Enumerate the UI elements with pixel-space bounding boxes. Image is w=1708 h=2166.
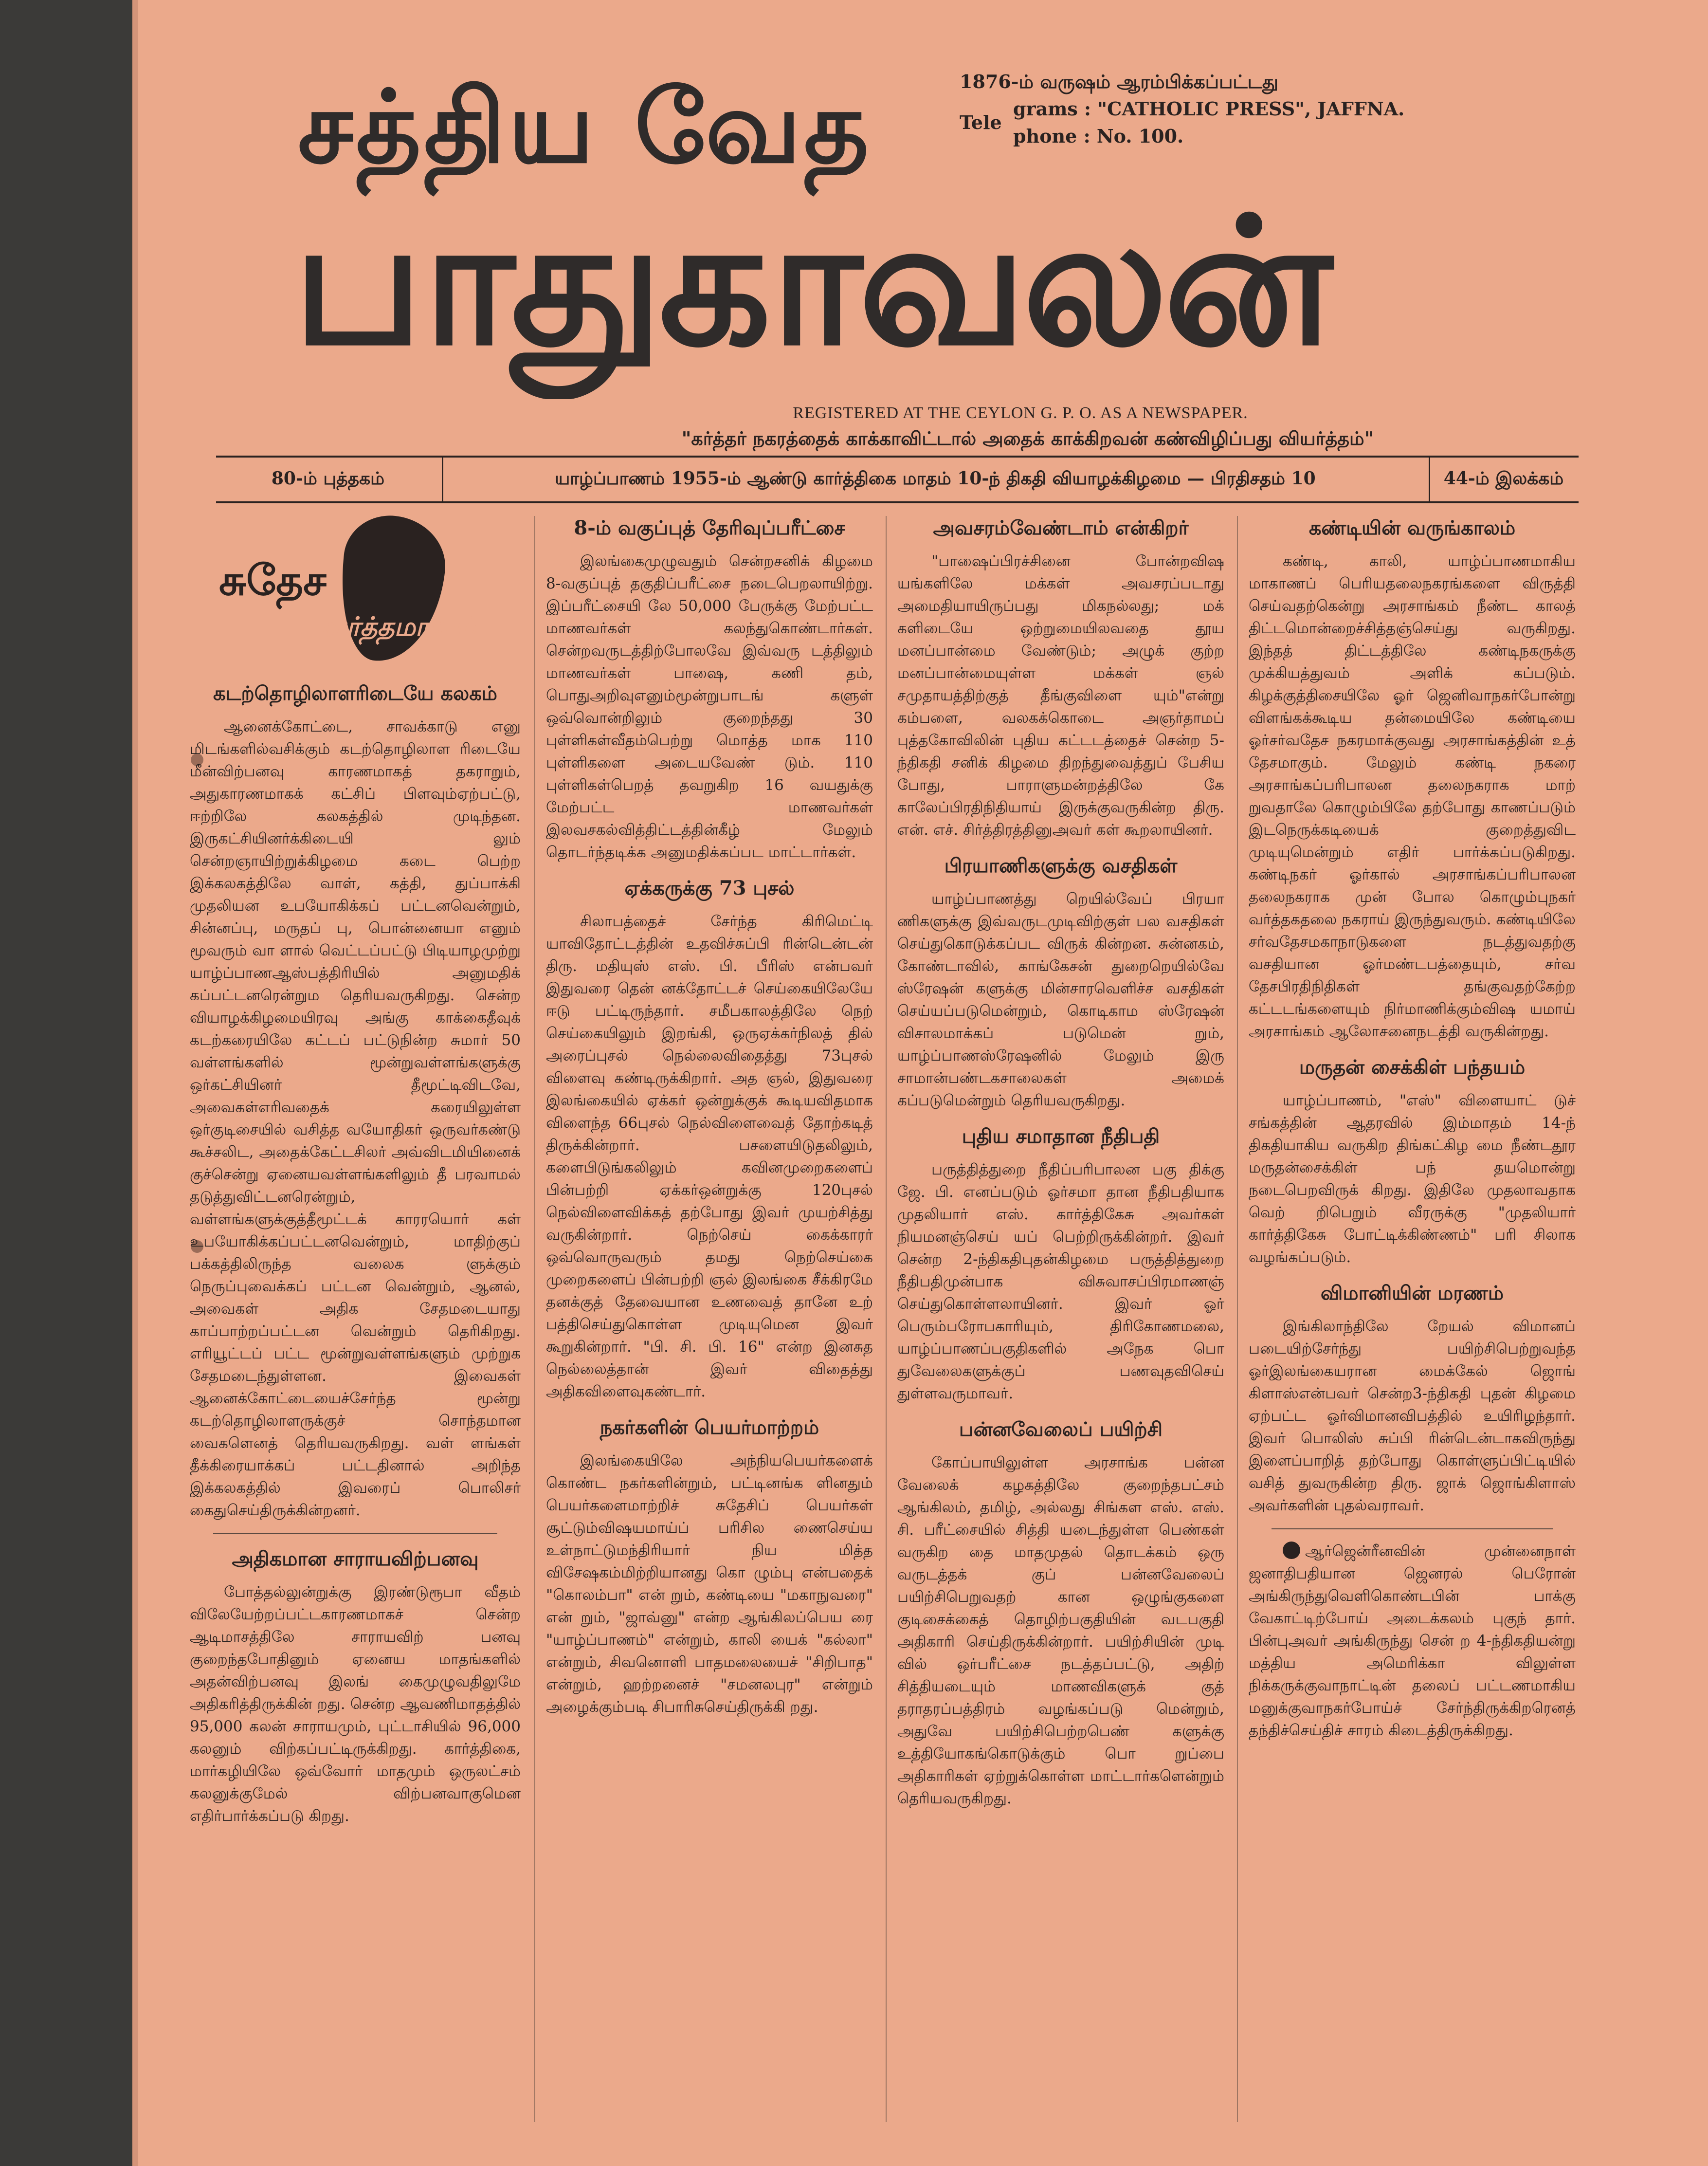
column-rule [534, 516, 535, 2122]
rule-bottom [216, 501, 1579, 503]
founded-line: 1876-ம் வருஷம் ஆரம்பிக்கப்பட்டது [960, 71, 1278, 92]
article-divider [1272, 1528, 1553, 1529]
headline-weaving-training: பன்னவேலைப் பயிற்சி [959, 1418, 1163, 1441]
volume-number: 80-ம் புத்தகம் [271, 468, 385, 489]
headline-marathon-cycle-race: மருதன் சைக்கிள் பந்தயம் [1299, 1056, 1526, 1079]
headline-grade8-exam: 8-ம் வகுப்புத் தேரிவுப்பரீட்சை [574, 516, 845, 539]
column-4 [1249, 516, 1576, 1744]
headline-town-renaming: நகர்களின் பெயர்மாற்றம் [600, 1416, 819, 1439]
headline-arrack-sales: அதிகமான சாராயவிற்பனவு [232, 1547, 479, 1570]
dateline-divider [442, 458, 443, 501]
logo-text-1: சுதேச [219, 556, 327, 605]
telephone-line: phone : No. 100. [1013, 125, 1184, 147]
article-new-jp: பருத்தித்துறை நீதிப்பரிபாலன பகு திக்கு ஜே. பி. எனப்படும் ஓர்சமா தான நீதிபதியாக முதலியார் எஸ். கார்த்திகேசு அவர்கள் நியமனஞ்செய் யப் பெற்றிருக்கின்றர். இவர் சென்ற 2-ந்திகதிபுதன்கிழமை பருத்தித்துறை நீதிபதிமுன்பாக விசுவாசப்பிரமாணஞ் செய்துகொள்ளலாயினர். இவர் ஓர் பெரும்பரோபகாரியும், திரிகோணமலை, யாழ்ப்பாணப்பகுதிகளில் அநேக பொ துவேலைகளுக்குப் பணவுதவிசெய் துள்ளவருமாவர். [897, 1161, 1224, 1402]
headline-paddy-yield: ஏக்கருக்கு 73 புசல் [624, 877, 795, 899]
headline-kandy-future: கண்டியின் வருங்காலம் [1308, 516, 1516, 539]
masthead-title-line2: பாதுகாவலன் [293, 195, 1330, 384]
article-town-renaming: இலங்கையிலே அந்நியபெயர்களைக் கொண்ட நகர்களின்றும், பட்டினங்க ளினதும் பெயர்களைமாற்றிச் சுதேசிப் பெயர்கள் சூட்டும்விஷயமாய்ப் பரிசில ணைசெய்ய உள்நாட்டுமந்திரியார் நிய மித்த விசேஷகம்மிற்றியானது கொ ழும்பு என்பதைக் "கொலம்பா" என் றும், கண்டியை "மகாநுவரை" என் றும், "ஜாவ்னு" என்ற ஆங்கிலப்பெய ரை "யாழ்ப்பாணம்" என்றும், காலி யைக் "கல்லா" என்றும், சிவனொளி பாதமலையைச் "சிறிபாத" என்றும், ஹற்றனைச் "சமனலபுர" என்றும் அழைக்கும்படி சிபாரிசுசெய்திருக்கி றது. [546, 1452, 873, 1716]
headline-passenger-facilities: பிரயாணிகளுக்கு வசதிகள் [944, 854, 1178, 877]
page-edge [132, 0, 138, 2166]
tele-label: Tele [960, 111, 1002, 133]
article-weaving-training: கோப்பாயிலுள்ள அரசாங்க பன்ன வேலைக் கழகத்திலே குறைந்தபட்சம் ஆங்கிலம், தமிழ், அல்லது சிங்கள எஸ். எஸ். சி. பரீட்சையில் சித்தி யடைந்துள்ள பெண்கள் வருகிற தை மாதமுதல் தொடக்கம் ஒரு வருடத்தக் குப் பன்னவேலைப் பயிற்சிபெறுவதற் கான ஒழுங்குகளை குடிசைக்கைத் தொழிற்பகுதியின் வடபகுதி அதிகாரி செய்திருக்கின்றார். பயிற்சியின் முடி வில் ஒர்பரீட்சை நடத்தப்பட்டு, அதிற் சித்தியடையும் மாணவிகளுக் குத் தராதரப்பத்திரம் வழங்கப்படு மென்றும், அதுவே பயிற்சிபெற்றபெண் களுக்கு உத்தியோகங்கொடுக்கும் பொ றுப்பை அதிகாரிகள் ஏற்றுக்கொள்ள மாட்டார்களென்றும் தெரியவருகிறது. [897, 1454, 1224, 1807]
motto: "கர்த்தர் நகரத்தைக் காக்காவிட்டால் அதைக் காக்கிறவன் கண்விழிப்பது வியர்த்தம்" [681, 427, 1374, 449]
article-marathon-cycle-race: யாழ்ப்பாணம், "எஸ்" விளையாட் டுச் சங்கத்தின் ஆதரவில் இம்மாதம் 14-ந் திகதியாகிய வருகிற திங்கட்கிழ மை நீண்டதூர மருதன்சைக்கிள் பந் தயமொன்று நடைபெறவிருக் கிறது. இதிலே முதலாவதாக வெற் றிபெறும் வீரருக்கு "முதலியார் கார்த்திகேசு போட்டிக்கிண்ணம்" பரி சிலாக வழங்கப்படும். [1249, 1092, 1576, 1266]
sri-lanka-map-icon [333, 511, 450, 667]
headline-fishermen-riot: கடற்தொழிலாளரிடையே கலகம் [213, 682, 497, 705]
telecom-block [960, 95, 1524, 150]
article-grade8-exam: இலங்கைமுழுவதும் சென்றசனிக் கிழமை 8-வகுப்புத் தகுதிப்பரீட்சை நடைபெறலாயிற்று. இப்பரீட்சையி லே 50,000 பேருக்கு மேற்பட்ட மாணவர்கள் கலந்துகொண்டார்கள். சென்றவருடத்திற்போலவே இவ்வரு டத்திலும் மாணவர்கள் பாஷை, கணி தம், பொதுஅறிவுஎனும்மூன்றுபாடங் களுள் ஒவ்வொன்றிலும் குறைந்தது 30 புள்ளிகள்வீதம்பெற்று மொத்த மாக 110 புள்ளிகளை அடையவேண் டும். 110 புள்ளிகள்பெறத் தவறுகிற 16 வயதுக்கு மேற்பட்ட மாணவர்கள் இலவசகல்வித்திட்டத்தின்கீழ் மேலும் தொடர்ந்தடிக்க அனுமதிக்கப்பட மாட்டார்கள். [546, 552, 873, 861]
dateline-divider [1429, 458, 1430, 501]
publisher-info [960, 68, 1524, 150]
article-pilot-death: இங்கிலாந்திலே றேயல் விமானப் படையிற்சேர்ந்து பயிற்சிபெற்றுவந்த ஓர்இலங்கையரான மைக்கேல் ஜொங் கிளாஸ்என்பவர் சென்ற3-ந்திகதி புதன் கிழமை ஏற்பட்ட ஓர்விமானவிபத்தில் உயிரிழந்தார். இவர் பொலிஸ் சுப்பி ரின்டென்டாகவிருந்து இளைப்பாறித் தற்போது கொள்ளுப்பிட்டியில் வசித் துவருகின்ற திரு. ஜாக் ஜொங்கிளாஸ் அவர்களின் புதல்வராவர். [1249, 1318, 1576, 1514]
telegram-line: grams : "CATHOLIC PRESS", JAFFNA. [1013, 98, 1405, 120]
headline-no-hurry: அவசரம்வேண்டாம் என்கிறர் [933, 516, 1189, 539]
article-no-hurry: "பாஷைப்பிரச்சினை போன்றவிஷ யங்களிலே மக்கள் அவசரப்படாது அமைதியாயிருப்பது மிகநல்லது; மக் களிடையே ஒற்றுமையிலவதை தூய மனப்பான்மை வேண்டும்; அழுக் குற்ற மனப்பான்மையுள்ள மக்கள் ஞல் சமுதாயத்திற்குத் தீங்குவிளை யும்"என்று கம்பளை, வலகக்கொடை அஞர்தாமப் புத்தகோவிலின் புதிய கட்டடத்தைச் சென்ற 5-ந்திகதி சனிக் கிழமை திறந்துவைத்துப் பேசிய போது, பாராளுமன்றத்திலே கே காலேப்பிரதிநிதியாய் இருக்குவருகின்ற திரு. என். எச். சிர்த்திரத்தினுஅவர் கள் கூறலாயினர். [897, 552, 1224, 839]
bullet-icon [1283, 1542, 1300, 1559]
article-arrack-sales: போத்தல்லுன்றுக்கு இரண்டுரூபா வீதம் விலேயேற்றப்பட்டகாரணமாகச் சென்ற ஆடிமாசத்திலே சாராயவிற் பனவு குறைந்தபோதினும் ஏனைய மாதங்களில் அதன்விற்பனவு இலங் கைமுழுவதிலுமே அதிகரித்திருக்கின் றது. சென்ற ஆவணிமாதத்தில் 95,000 கலன் சாராயமும், புட்டாசியில் 96,000 கலனும் விற்கப்பட்டிருக்கிறது. கார்த்திகை, மார்கழியிலே ஒவ்வோர் மாதமும் ஒருலட்சம் கலனுக்குமேல் விற்பனவாகுமென எதிர்பார்க்கப்படு கிறது. [190, 1583, 521, 1825]
issue-number: 44-ம் இலக்கம் [1443, 468, 1564, 489]
masthead-title-line1: சத்திய வேத [298, 70, 872, 185]
section-logo [219, 516, 491, 662]
article-kandy-future: கண்டி, காலி, யாழ்ப்பாணமாகிய மாகாணப் பெரியதலைநகரங்களை விருத்தி செய்வதற்கென்று அரசாங்கம் நீண்ட காலத் திட்டமொன்றைச்சித்தஞ்செய்து வருகிறது. இந்தத் திட்டத்திலே கண்டிநகருக்கு முக்கியத்துவம் அளிக் கப்படும். கிழக்குத்திசையிலே ஓர் ஜெனிவாநகர்போன்று விளங்கக்கூடிய தன்மையிலே கண்டியை ஓர்சர்வதேச நகரமாக்குவது அரசாங்கத்தின் உத் தேசமாகும். மேலும் கண்டி நகரை அரசாங்கப்பரிபாலன தலைநகராக மாற் றுவதாலே கொழும்பிலே தற்போது காணப்படும் இடநெருக்கடியைக் குறைத்துவிட முடியுமென்றும் எதிர் பார்க்கப்படுகிறது. கண்டிநகர் ஓர்கால் அரசாங்கப்பரிபாலன தலைநகராக முன் போல கொழும்புநகர் வர்த்தகதலை நகராய் இருந்துவரும். கண்டியிலே சர்வதேசமகாநாடுகளை நடத்துவதற்கு வசதியான ஓர்மண்டபத்தையும், சர்வ தேசபிரதிநிதிகள் தங்குவதற்கேற்ற கட்டடங்களையும் நிர்மாணிக்கும்விஷ யமாய் அரசாங்கம் ஆலோசனைநடத்தி வருகின்றது. [1249, 552, 1576, 1040]
headline-pilot-death: விமானியின் மரணம் [1320, 1282, 1504, 1304]
issue-date: யாழ்ப்பாணம் 1955-ம் ஆண்டு கார்த்திகை மாதம் 10-ந் திகதி வியாழக்கிழமை — பிரதிசதம் 10 [555, 468, 1316, 489]
article-fishermen-riot: ஆனைக்கோட்டை, சாவக்காடு எனு மிடங்களில்வசிக்கும் கடற்தொழிலாள ரிடையே மீன்விற்பனவு காரணமாகத் தகராறும், அதுகாரணமாகக் கட்சிப் பிளவும்ஏற்பட்டு, ஈற்றிலே கலகத்தில் முடிந்தன. இருகட்சியினர்க்கிடையி லும் சென்றஞாயிற்றுக்கிழமை கடை பெற்ற இக்கலகத்திலே வாள், கத்தி, துப்பாக்கி முதலியன உபயோகிக்கப் பட்டனவென்றும், சின்னப்பு, மருதப் பு, பொன்னையா எனும் மூவரும் வா ளால் வெட்டப்பட்டு பிடியாழமுற்று யாழ்ப்பாணஆஸ்பத்திரியில் அனுமதிக் கப்பட்டனரென்றும தெரியவருகிறது. சென்ற வியாழக்கிழமையிரவு அங்கு காக்கைதீவுக் கடற்கரையிலே கட்டப் பட்டுநின்ற சுமார் 50 வள்ளங்களில் மூன்றுவள்ளங்களுக்கு ஒர்கட்சியினர் தீமூட்டிவிடவே, அவைகள்எரிவதைக் கரையிலுள்ள ஒர்குடிசையில் வசித்த வயோதிகர் ஒருவர்கண்டு கூச்சலிட, அதைக்கேட்டசிலர் அவ்விடமியினைக் குச்சென்று ஏனையவள்ளங்களிலும் தீ பரவாமல் தடுத்துவிட்டனரென்றும், வள்ளங்களுக்குத்தீமூட்டக் காரரயொர் கள் உபயோகிக்கப்பட்டனவென்றும், மாதிற்குப் பக்கத்திலிருந்த வலைக ளுக்கும் நெருப்புவைக்கப் பட்டன வென்றும், ஆனல், அவைகள் அதிக சேதமடையாது காப்பாற்றப்பட்டன வென்றும் தெரிகிறது. எரியூட்டப் பட்ட மூன்றுவள்ளங்களும் முற்றுக சேதமடைந்துள்ளன. இவைகள் ஆனைக்கோட்டையைச்சேர்ந்த மூன்று கடற்தொழிலாளருக்குச் சொந்தமான வைகளெனத் தெரியவருகிறது. வள் ளங்கள் தீக்கிரையாக்கப் பட்டதினால் அறிந்த இக்கலகத்தில் இவரைப் பொலிசர் கைதுசெய்திருக்கின்றனர். [190, 718, 521, 1519]
column-3 [897, 516, 1224, 1813]
article-paddy-yield: சிலாபத்தைச் சேர்ந்த கிரிமெட்டி யாவிதோட்டத்தின் உதவிச்சுப்பி ரின்டென்டன் திரு. மதியுஸ் எஸ். பி. பீரிஸ் என்பவர் இதுவரை தென் னக்தோட்டச் செய்கையிலேயே ஈடு பட்டிருந்தார். சமீபகாலத்திலே நெற் செய்கையிலும் இறங்கி, ஒருஏக்கர்நிலத் தில் அரைப்புசல் நெல்லைவிதைத்து 73புசல் விளைவு கண்டிருக்கிறார். அத ஞல், இதுவரை இலங்கையில் ஏக்கர் ஒன்றுக்குக் கூடியவிதமாக விளைந்த 66புசல் நெல்விளைவைத் தோற்கடித் திருக்கின்றார். பசளையிடுதலிலும், களைபிடுங்கலிலும் கவினமுறைகளைப் பின்பற்றி ஏக்கர்ஒன்றுக்கு 120புசல் நெல்விளைவிக்கத் தற்போது இவர் முயற்சித்து வருகின்றார். நெற்செய் கைக்காரர் ஒவ்வொருவரும் தமது நெற்செய்கை முறைகளைப் பின்பற்றி ஞல் இலங்கை சீக்கிரமே தனக்குத் தேவையான உணவைத் தானே உற் பத்திசெய்துகொள்ள முடியுமென இவர் கூறுகின்றார். "பி. சி. பி. 16" என்ற இனசுத நெல்லைத்தான் இவர் விதைத்து அதிகவிளைவுகண்டார். [546, 913, 873, 1400]
article-divider [213, 1533, 498, 1534]
registration-line: REGISTERED AT THE CEYLON G. P. O. AS A NEWSPAPER. [793, 404, 1248, 422]
column-rule [1237, 516, 1238, 2122]
rule-top [216, 456, 1579, 458]
headline-new-jp: புதிய சமாதான நீதிபதி [962, 1125, 1160, 1148]
column-1 [190, 516, 521, 1830]
article-peron [1249, 1540, 1576, 1742]
newspaper-page [132, 0, 1708, 2166]
column-2 [546, 516, 873, 1721]
column-rule [886, 516, 887, 2122]
article-peron-text: ஆர்ஜென்ரீனவின் முன்னைநாள் ஜனாதிபதியான ஜெனரல் பெரோன் அங்கிருந்துவெளிகொண்டபின் பாக்கு வேகாட்டிற்போய் அடைக்கலம் புகுந் தார். பின்புஅவர் அங்கிருந்து சென் ற 4-ந்திகதியன்று மத்திய அமெரிக்கா விலுள்ள நிக்கருக்குவாநாட்டின் தலைப் பட்டணமாகிய மனுக்குவாநகர்போய்ச் சேர்ந்திருக்கிறரெனத் தந்திச்செய்திச் சாரம் கிடைத்திருக்கிறது. [1249, 1542, 1576, 1739]
logo-text-2: வர்த்தமானம் [321, 611, 476, 642]
article-passenger-facilities: யாழ்ப்பாணத்து றெயில்வேப் பிரயா ணிகளுக்கு இவ்வருடமுடிவிற்குள் பல வசதிகள் செய்துகொடுக்கப்பட விருக் கின்றன. சுன்னகம், கோண்டாவில், காங்கேசன் துறைறெயில்வே ஸ்ரேஷன் களுக்கு மின்சாரவெளிச்ச வசதிகள் செய்யப்படுமென்றும், கொடிகாம ஸ்ரேஷன் விசாலமாக்கப் படுமென் றும், யாழ்ப்பாணஸ்ரேஷனில் மேலும் இரு சாமான்பண்டகசாலைகள் அமைக் கப்படுமென்றும் தெரியவருகிறது. [897, 890, 1224, 1109]
